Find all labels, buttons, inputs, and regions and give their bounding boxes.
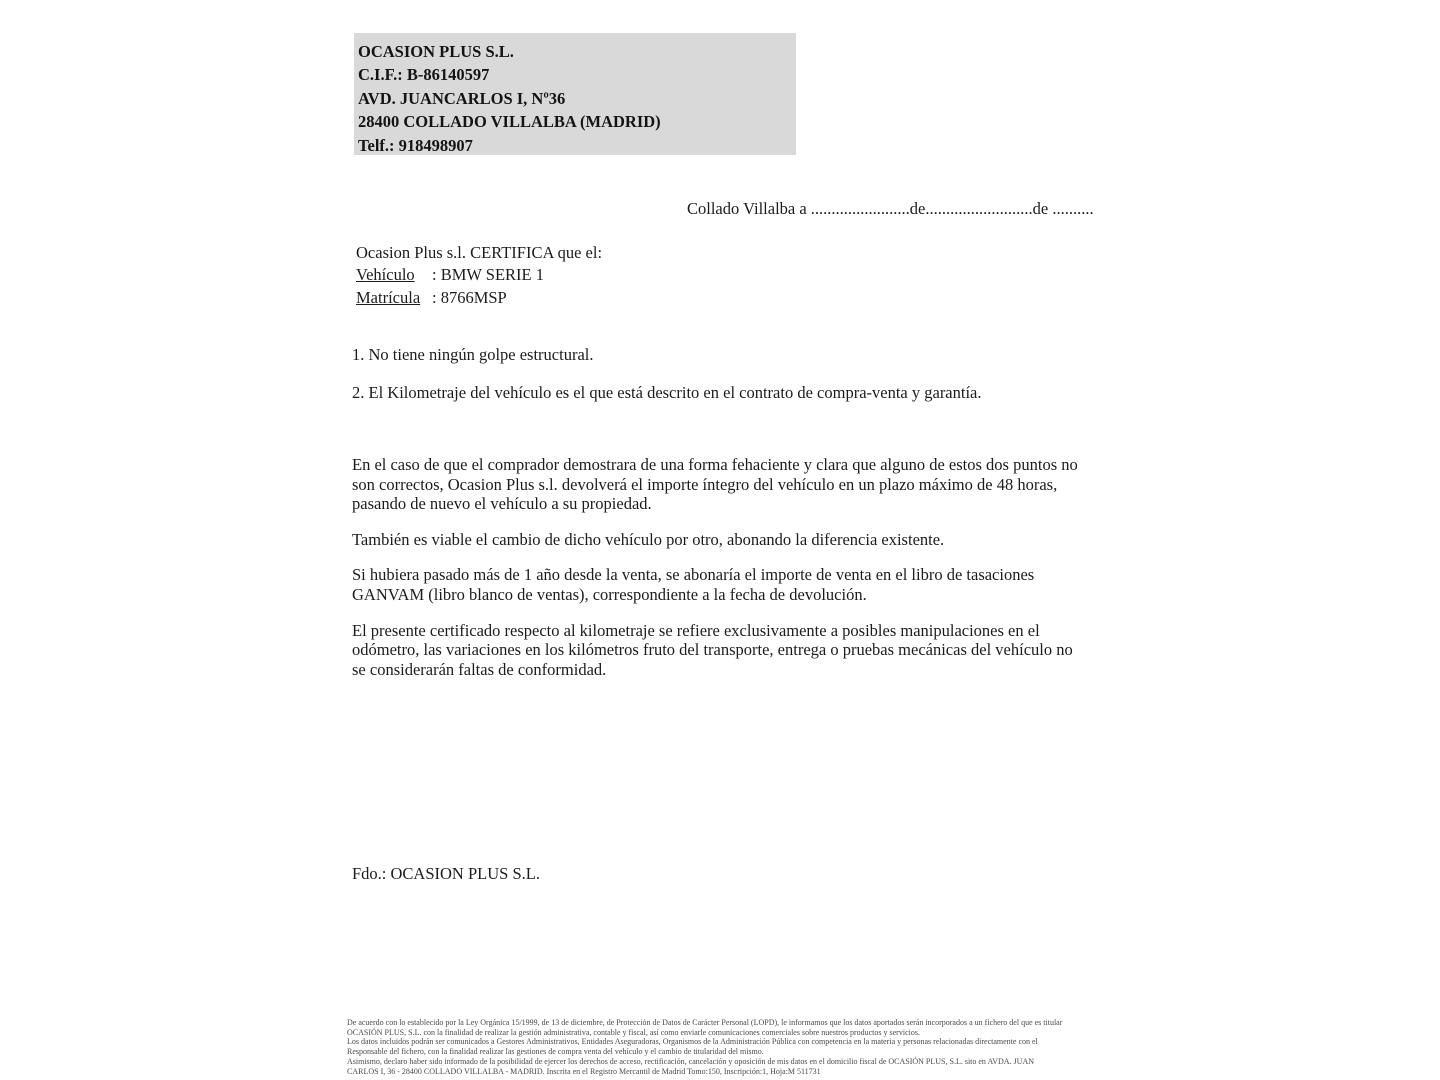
certify-intro: Ocasion Plus s.l. CERTIFICA que el: <box>356 243 603 262</box>
legal-line: De acuerdo con lo establecido por la Ley Orgánica 15/1999, de 13 de diciembre, de Protección de Datos de Carácter Personal (LOPD), le informamos que los datos aportados serán incorporados a un fichero del que es titular <box>347 1018 1063 1027</box>
statement-2: 2. El Kilometraje del vehículo es el que está descrito en el contrato de compra-venta y garantía. <box>352 383 982 402</box>
legal-line: Responsable del fichero, con la finalidad realizar las gestiones de compra venta del vehículo y el cambio de titularidad del mismo. <box>347 1047 764 1057</box>
signature-line: Fdo.: OCASION PLUS S.L. <box>352 864 540 883</box>
plate-value: : 8766MSP <box>432 287 507 307</box>
vehicle-row <box>356 264 602 286</box>
paragraph-odometer: El presente certificado respecto al kilometraje se refiere exclusivamente a posibles manipulaciones en el odómetro, las variaciones en los kilómetros fruto del transporte, entrega o pruebas mecánicas del vehículo no se considerarán faltas de conformidad. <box>352 620 1073 679</box>
vehicle-label: Vehículo <box>356 265 415 285</box>
plate-row <box>356 287 602 309</box>
paragraph-ganvam: Si hubiera pasado más de 1 año desde la venta, se abonaría el importe de venta en el libro de tasaciones GANVAM (libro blanco de ventas), correspondiente a la fecha de devolución. <box>352 565 1035 604</box>
company-cif: C.I.F.: B-86140597 <box>358 65 490 85</box>
company-name: OCASION PLUS S.L. <box>358 42 514 61</box>
statements-block <box>352 345 1092 421</box>
legal-footer <box>347 1018 1097 1076</box>
statement-1: 1. No tiene ningún golpe estructural. <box>352 345 594 364</box>
body-paragraphs <box>352 455 1090 695</box>
legal-line: CARLOS I, 36 - 28400 COLLADO VILLALBA - MADRID. Inscrita en el Registro Mercantil de Madrid Tomo:150, Inscripción:1, Hoja:M 511731 <box>347 1066 821 1076</box>
company-address: AVD. JUANCARLOS I, Nº36 <box>358 88 566 108</box>
vehicle-value: : BMW SERIE 1 <box>432 265 544 285</box>
legal-line: Los datos incluidos podrán ser comunicados a Gestores Administrativos, Entidades Aseguradoras, Organismos de la Administración Pública con competencia en la materia y personas relacionadas directamente con el <box>347 1037 1038 1047</box>
letterhead-block <box>354 33 796 155</box>
legal-line: Asimismo, declaro haber sido informado de la posibilidad de ejercer los derechos de acceso, rectificación, cancelación y oposición de mis datos en el domicilio fiscal de OCASIÓN PLUS, S.L. sito en AVDA. JUAN <box>347 1056 1035 1066</box>
paragraph-refund: En el caso de que el comprador demostrara de una forma fehaciente y clara que alguno de estos dos puntos no son correctos, Ocasion Plus s.l. devolverá el importe íntegro del vehículo en un plazo máximo de 48 horas, pasando de nuevo el vehículo a su propiedad. <box>352 455 1078 514</box>
certification-block <box>356 242 602 309</box>
company-phone: Telf.: 918498907 <box>358 135 473 155</box>
paragraph-exchange: También es viable el cambio de dicho vehículo por otro, abonando la diferencia existente. <box>352 529 945 549</box>
plate-label: Matrícula <box>356 287 421 307</box>
date-line: Collado Villalba a ........................de..........................de .......... <box>687 199 1094 218</box>
legal-line: OCASIÓN PLUS, S.L. con la finalidad de realizar la gestión administrativa, contable y fiscal, así como enviarle comunicaciones comerciales sobre nuestros productos y servicios. <box>347 1027 920 1037</box>
company-city: 28400 COLLADO VILLALBA (MADRID) <box>358 112 661 132</box>
